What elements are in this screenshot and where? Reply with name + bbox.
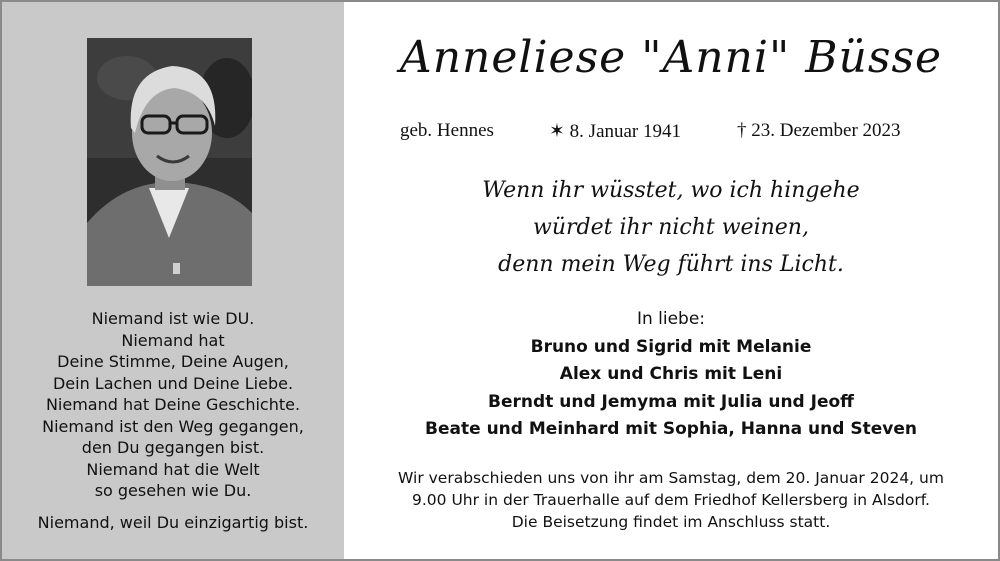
family-intro: In liebe:	[636, 309, 706, 329]
portrait-photo	[87, 38, 252, 286]
poem-line: Niemand hat Deine Geschichte.	[45, 395, 301, 414]
verse-line: Wenn ihr wüsstet, wo ich hingehe	[482, 178, 860, 203]
funeral-line: Die Beisetzung findet im Anschluss statt.	[511, 513, 831, 531]
deceased-name: Anneliese "Anni" Büsse	[399, 32, 943, 83]
funeral-line: 9.00 Uhr in der Trauerhalle auf dem Friedhof Kellersberg in Alsdorf.	[412, 491, 930, 509]
poem-line: den Du gegangen bist.	[81, 438, 265, 457]
memorial-verse	[344, 172, 998, 283]
death-date: † 23. Dezember 2023	[737, 120, 901, 141]
family-list	[344, 306, 998, 444]
verse-line: würdet ihr nicht weinen,	[533, 215, 809, 240]
poem-line: Niemand hat	[121, 330, 225, 350]
poem-line: Dein Lachen und Deine Liebe.	[52, 373, 294, 393]
poem-line: Niemand hat die Welt	[86, 459, 260, 479]
poem-line: Niemand ist den Weg gegangen,	[42, 416, 304, 436]
poem-closing-line: Niemand, weil Du einzigartig bist.	[37, 512, 309, 532]
poem	[2, 308, 344, 533]
poem-line: Deine Stimme, Deine Augen,	[57, 352, 289, 371]
life-dates	[344, 120, 998, 144]
verse-line: denn mein Weg führt ins Licht.	[498, 252, 844, 277]
birth-date: ✶ 8. Januar 1941	[549, 121, 682, 142]
family-line: Beate und Meinhard mit Sophia, Hanna und Steven	[425, 419, 917, 439]
family-line: Bruno und Sigrid mit Melanie	[530, 336, 812, 357]
left-panel	[2, 2, 344, 559]
funeral-line: Wir verabschieden uns von ihr am Samstag, dem 20. Januar 2024, um	[398, 469, 944, 487]
funeral-details	[344, 467, 998, 533]
right-panel	[344, 2, 998, 559]
birth-name: geb. Hennes	[400, 120, 494, 141]
poem-line: so gesehen wie Du.	[94, 481, 252, 500]
family-line: Berndt und Jemyma mit Julia und Jeoff	[488, 391, 854, 412]
family-line: Alex und Chris mit Leni	[559, 364, 783, 384]
poem-line: Niemand ist wie DU.	[91, 309, 255, 328]
